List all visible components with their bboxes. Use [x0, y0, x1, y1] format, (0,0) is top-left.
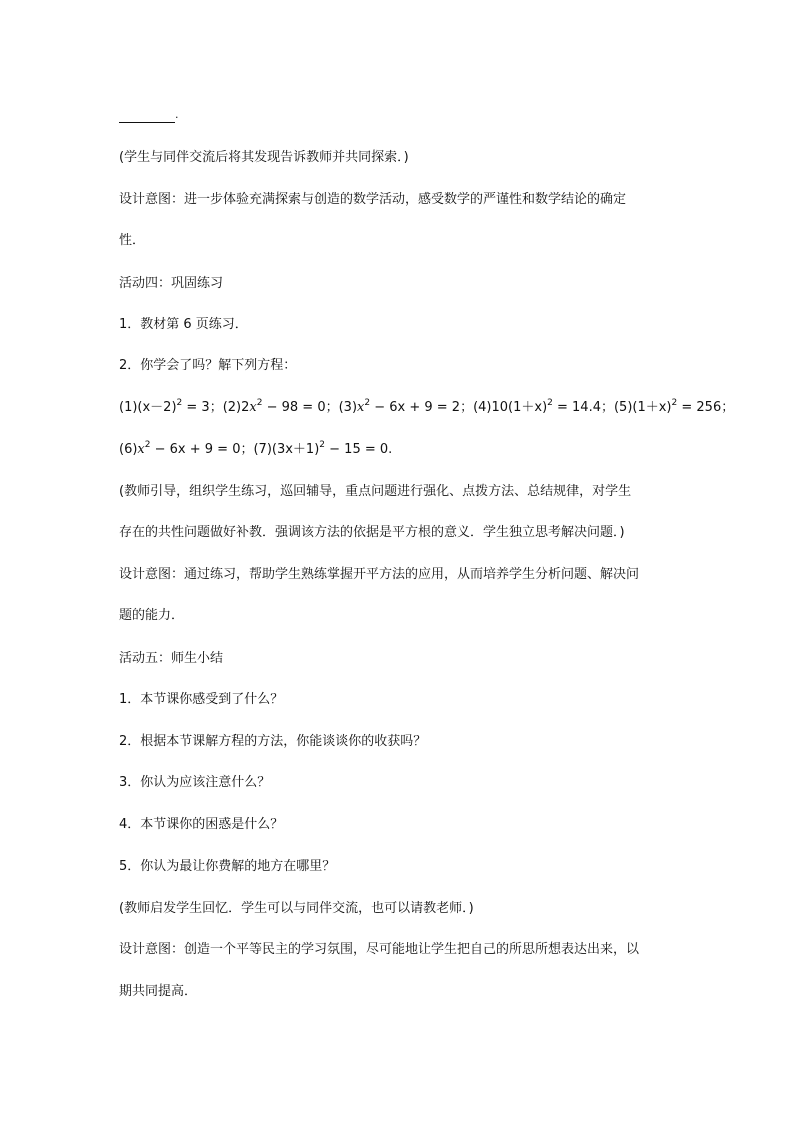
heading-activity-five: 活动五：师生小结 [119, 651, 224, 666]
list-item-exercise-2: 2．你学会了吗？解下列方程： [119, 358, 297, 373]
paragraph-teacher-guidance-cont: 存在的共性问题做好补教．强调该方法的依据是平方根的意义．学生独立思考解决问题．) [119, 525, 625, 540]
paragraph-design-intent-2: 设计意图：通过练习，帮助学生熟练掌握开平方法的应用，从而培养学生分析问题、解决问 [119, 567, 640, 582]
list-item-summary-5: 5．你认为最让你费解的地方在哪里？ [119, 859, 336, 874]
fill-in-blank-line [119, 110, 175, 123]
equation-line-1: $(1)(x-2)^2 = 3$；$(2)2x^2 - 98 = 0$；$(3)x^2 - 6x + 9 = 2$；$(4)10(1+x)^2 = 14.4$；$(5)(1+x)^2 = 256$； [119, 398, 735, 415]
paragraph-design-intent-3-cont: 期共同提高． [119, 984, 198, 999]
paragraph-teacher-inspire: (教师启发学生回忆．学生可以与同伴交流，也可以请教老师．) [119, 901, 474, 916]
paragraph-teacher-guidance: (教师引导，组织学生练习，巡回辅导，重点问题进行强化、点拨方法、总结规律，对学生 [119, 484, 632, 499]
blank-period: . [175, 108, 179, 121]
paragraph-design-intent-2-cont: 题的能力． [119, 608, 185, 623]
list-item-summary-1: 1．本节课你感受到了什么？ [119, 692, 284, 707]
paragraph-design-intent-3: 设计意图：创造一个平等民主的学习氛围，尽可能地让学生把自己的所思所想表达出来，以 [119, 942, 640, 957]
paragraph-design-intent-1: 设计意图：进一步体验充满探索与创造的数学活动，感受数学的严谨性和数学结论的确定 [119, 192, 627, 207]
paragraph-student-exchange: (学生与同伴交流后将其发现告诉教师并共同探索．) [119, 150, 409, 165]
paragraph-design-intent-1-cont: 性． [119, 233, 146, 248]
equation-line-2: $(6)x^2 - 6x + 9 = 0$；$(7)(3x+1)^2 - 15 = 0$. [119, 440, 393, 457]
list-item-exercise-1: 1．教材第 6 页练习． [119, 317, 248, 332]
list-item-summary-3: 3．你认为应该注意什么？ [119, 775, 271, 790]
list-item-summary-2: 2．根据本节课解方程的方法，你能谈谈你的收获吗？ [119, 734, 427, 749]
list-item-summary-4: 4．本节课你的困惑是什么？ [119, 817, 284, 832]
heading-activity-four: 活动四：巩固练习 [119, 276, 224, 291]
